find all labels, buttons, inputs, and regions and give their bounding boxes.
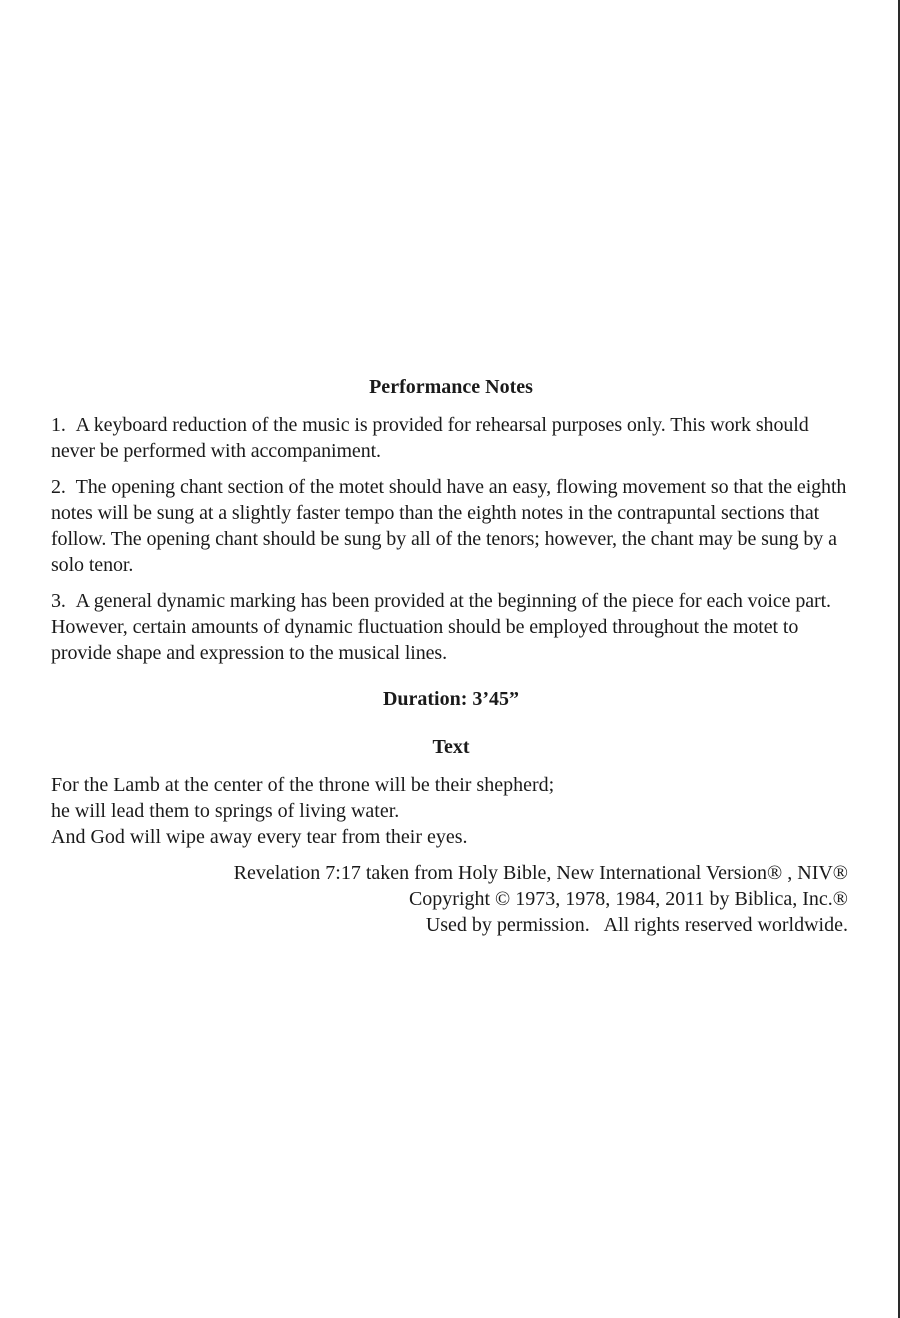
note-1-text: A keyboard reduction of the music is provided for rehearsal purposes only. This work should never be performed with accompaniment.	[51, 414, 809, 462]
note-3-text: A general dynamic marking has been provided at the beginning of the piece for each voice part. However, certain amounts of dynamic fluctuation should be employed throughout the motet to provide shape and expression to the musical lines.	[51, 590, 831, 664]
note-3-number: 3.	[51, 590, 66, 612]
duration-heading: Duration: 3’45”	[382, 688, 520, 710]
note-1-number: 1.	[51, 414, 66, 436]
note-1	[51, 412, 851, 464]
text-line-3: And God will wipe away every tear from their eyes.	[51, 826, 468, 848]
note-3	[51, 588, 851, 666]
scripture-credits	[51, 860, 851, 938]
credit-line-1: Revelation 7:17 taken from Holy Bible, New International Version® , NIV®	[233, 862, 848, 884]
text-line-1: For the Lamb at the center of the throne will be their shepherd;	[51, 774, 555, 796]
note-2-number: 2.	[51, 476, 66, 498]
credit-line-3: Used by permission. All rights reserved worldwide.	[425, 914, 848, 936]
performance-notes-heading: Performance Notes	[369, 376, 533, 398]
note-2-text: The opening chant section of the motet should have an easy, flowing movement so that the eighth notes will be sung at a slightly faster tempo than the eighth notes in the contrapuntal sections that follow. The opening chant should be sung by all of the tenors; however, the chant may be sung by a solo tenor.	[51, 476, 847, 576]
note-2	[51, 474, 851, 578]
credit-line-2: Copyright © 1973, 1978, 1984, 2011 by Biblica, Inc.®	[408, 888, 848, 910]
text-heading: Text	[432, 736, 470, 758]
document-body	[51, 374, 851, 938]
text-line-2: he will lead them to springs of living water.	[51, 800, 400, 822]
